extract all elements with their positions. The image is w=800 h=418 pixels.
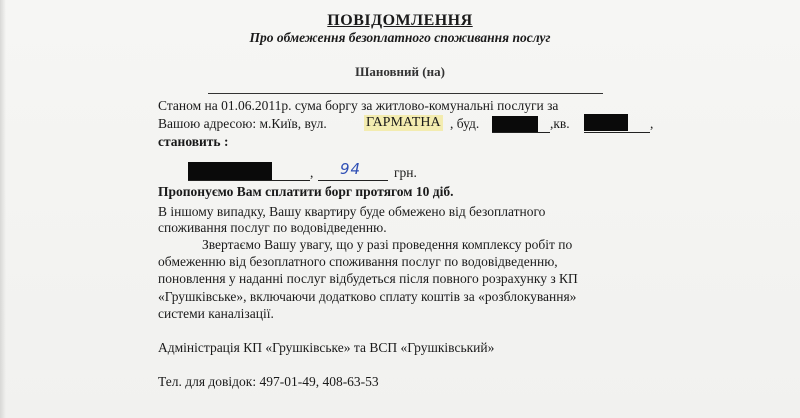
address-prefix: Вашою адресою: м.Київ, вул. [158,116,327,131]
document-subtitle: Про обмеження безоплатного споживання послуг [249,30,551,45]
currency-label: грн. [394,165,417,180]
handwritten-amount: 94 [340,160,362,178]
notice-line-2: обмеженню від безоплатного споживання послуг по водовідведенню, [158,254,558,269]
address-end-comma: , [650,116,654,131]
page-edge-shadow [0,0,6,418]
redacted-building [492,116,538,132]
warning-line-2: споживання послуг по водовідведенню. [158,220,387,235]
notice-line-1: Звертаємо Вашу увагу, що у разі проведення комплексу робіт по [202,237,573,252]
address-bud-label: , буд. [450,116,480,131]
street-name: ГАРМАТНА [366,115,441,130]
warning-line-1: В іншому випадку, Вашу квартиру буде обмежено від безоплатного [158,204,546,219]
apartment-underline [584,132,650,133]
name-line [208,93,603,94]
amount-underline [188,180,310,181]
amount-comma: , [310,165,314,180]
administration-signature: Адміністрація КП «Грушківське» та ВСП «Грушківський» [158,340,495,355]
address-kv-label: ,кв. [550,116,570,131]
notice-line-5: системи каналізації. [158,306,274,321]
becomes-label: становить : [158,134,229,149]
redacted-apartment [584,114,628,131]
notice-line-4: «Грушківське», включаючи додатково сплату коштів за «розблокування» [158,289,577,304]
kopecks-underline [318,180,388,181]
proposal-text: Пропонуємо Вам сплатити борг протягом 10 діб. [158,184,454,199]
redacted-amount [188,162,272,181]
building-underline [492,132,550,133]
debt-line-1: Станом на 01.06.2011р. сума боргу за житлово-комунальні послуги за [158,98,559,113]
salutation: Шановний (на) [355,64,445,79]
document-title: ПОВІДОМЛЕННЯ [327,12,473,29]
notice-line-3: поновлення у наданні послуг відбудеться після повного розрахунку з КП [158,271,578,286]
contact-phones: Тел. для довідок: 497-01-49, 408-63-53 [158,374,379,389]
